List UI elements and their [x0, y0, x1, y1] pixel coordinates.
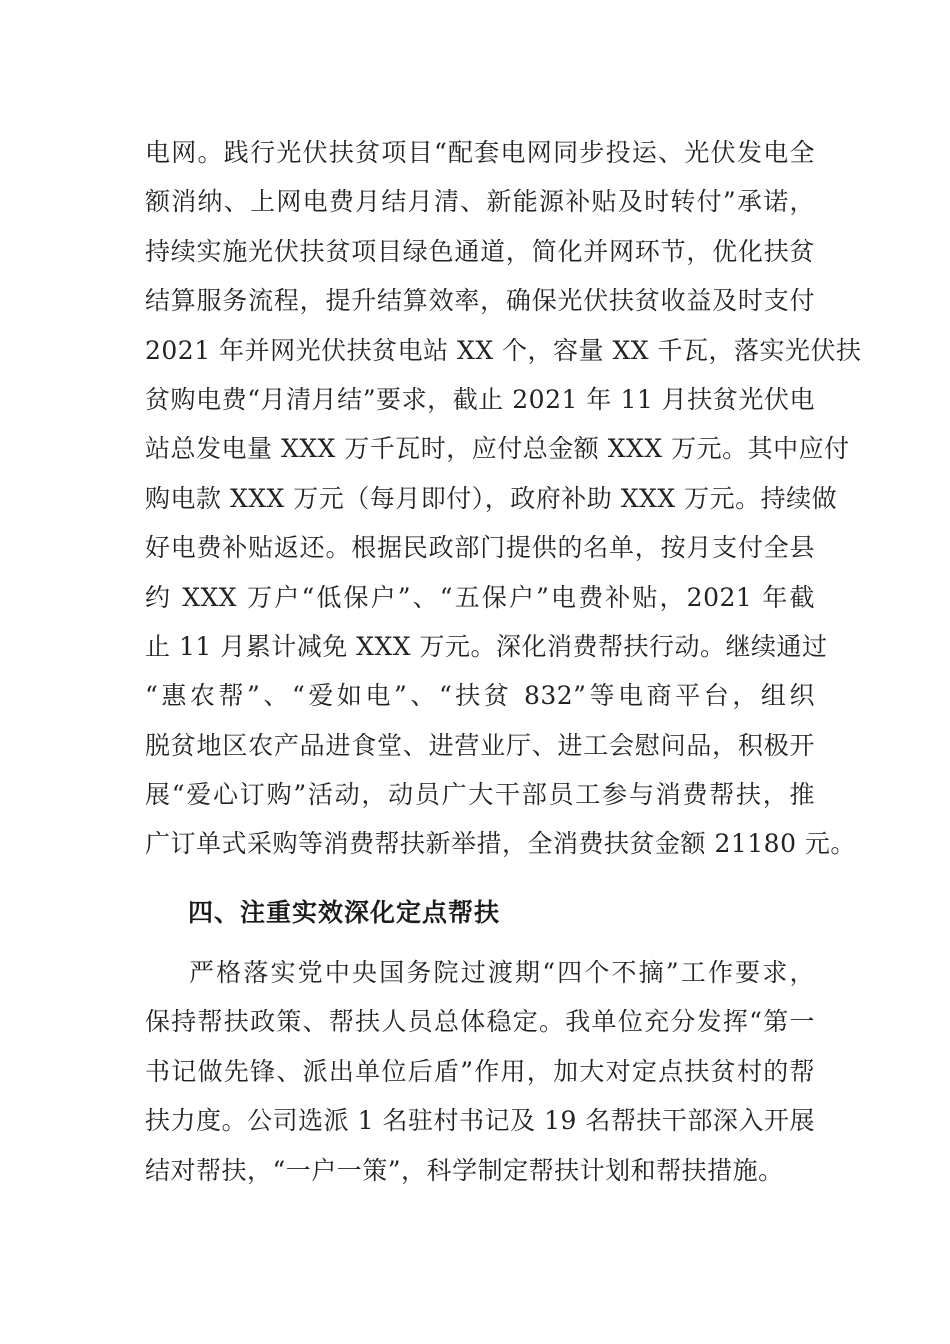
section-heading: 四、注重实效深化定点帮扶: [188, 898, 501, 927]
paragraph-line: 贫购电费“月清月结”要求，截止 2021 年 11 月扶贫光伏电: [145, 384, 815, 414]
paragraph-line: 约 XXX 万户“低保户”、“五保户”电费补贴，2021 年截: [145, 582, 815, 612]
paragraph-line: 书记做先锋、派出单位后盾”作用，加大对定点扶贫村的帮: [145, 1056, 815, 1086]
paragraph-line: 展“爱心订购”活动，动员广大干部员工参与消费帮扶，推: [145, 780, 815, 810]
paragraph-line: 站总发电量 XXX 万千瓦时，应付总金额 XXX 万元。其中应付: [145, 434, 850, 464]
paragraph-line: 广订单式采购等消费帮扶新举措，全消费扶贫金额 21180 元。: [145, 829, 856, 859]
paragraph-line: 保持帮扶政策、帮扶人员总体稳定。我单位充分发挥“第一: [145, 1007, 815, 1037]
paragraph-line: “惠农帮”、“爱如电”、“扶贫 832”等电商平台，组织: [145, 681, 815, 711]
paragraph-line: 止 11 月累计减免 XXX 万元。深化消费帮扶行动。继续通过: [145, 631, 828, 661]
paragraph-line: 好电费补贴返还。根据民政部门提供的名单，按月支付全县: [145, 533, 815, 563]
paragraph-line: 电网。践行光伏扶贫项目“配套电网同步投运、光伏发电全: [145, 138, 815, 167]
paragraph-line: 结对帮扶，“一户一策”，科学制定帮扶计划和帮扶措施。: [145, 1155, 784, 1185]
paragraph-line: 脱贫地区农产品进食堂、进营业厅、进工会慰问品，积极开: [145, 730, 815, 760]
paragraph-line: 严格落实党中央国务院过渡期“四个不摘”工作要求，: [189, 958, 815, 987]
paragraph-1: [145, 128, 862, 869]
paragraph-line: 2021 年并网光伏扶贫电站 XX 个，容量 XX 千瓦，落实光伏扶: [145, 335, 862, 365]
paragraph-line: 结算服务流程，提升结算效率，确保光伏扶贫收益及时支付: [145, 286, 815, 316]
paragraph-line: 购电款 XXX 万元（每月即付），政府补助 XXX 万元。持续做: [145, 483, 838, 513]
paragraph-line: 额消纳、上网电费月结月清、新能源补贴及时转付”承诺，: [145, 187, 815, 217]
paragraph-line: 持续实施光伏扶贫项目绿色通道，简化并网环节，优化扶贫: [145, 236, 815, 266]
paragraph-line: 扶力度。公司选派 1 名驻村书记及 19 名帮扶干部深入开展: [145, 1106, 815, 1136]
paragraph-2: [145, 948, 815, 1195]
